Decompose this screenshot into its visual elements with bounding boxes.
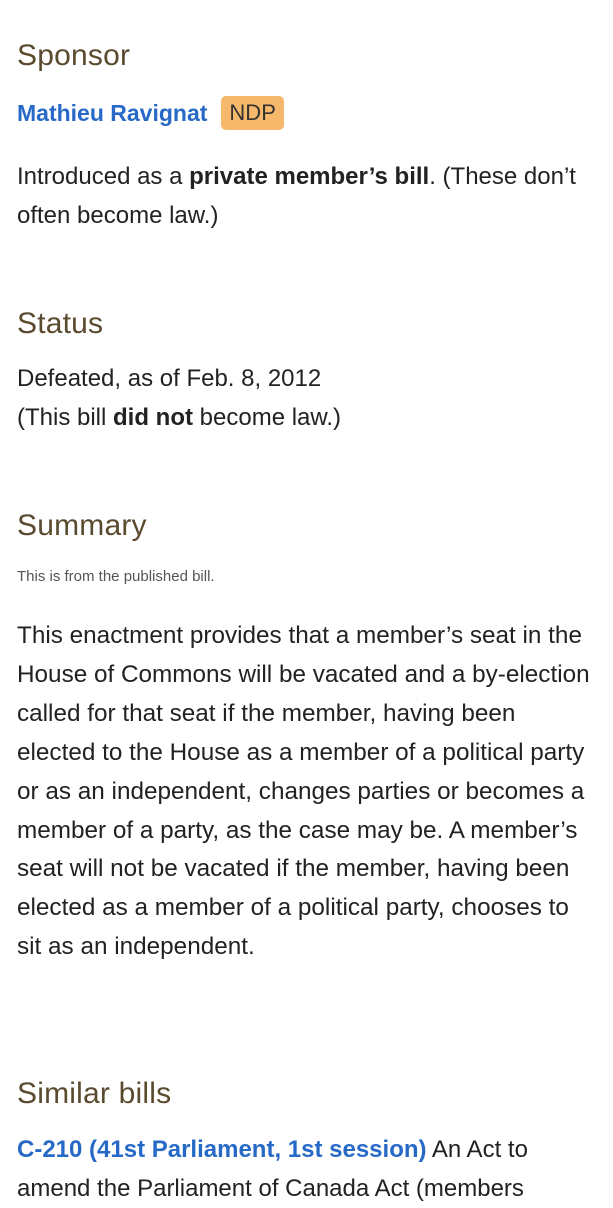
similar-bill-text: An Act to amend the Parliament of Canada Act (members: [17, 1136, 528, 1202]
similar-bill-link[interactable]: C-210 (41st Parliament, 1st session): [17, 1136, 427, 1163]
intro-bold: private member’s bill: [189, 163, 430, 190]
summary-text: This enactment provides that a member’s seat in the House of Commons will be vacated and a by-election called for that seat if the member, having been elected to the House as a member of a political party or as an independent, changes parties or becomes a member of a party, as the case may be. A member’s seat will not be vacated if the member, having been elected as a member of a political party, chooses to sit as an independent.: [17, 622, 590, 961]
summary-heading: Summary: [17, 509, 147, 542]
status-line1: Defeated, as of Feb. 8, 2012: [17, 365, 322, 392]
sponsor-intro: [17, 157, 592, 235]
similar-bill-item: [17, 1130, 597, 1208]
similar-bills-heading: Similar bills: [17, 1077, 172, 1110]
status-line2-bold: did not: [113, 404, 193, 431]
intro-suffix: . (These don’t often become law.): [17, 163, 576, 229]
sponsor-heading: Sponsor: [17, 39, 131, 72]
sponsor-row: [17, 95, 284, 131]
sponsor-name-link[interactable]: Mathieu Ravignat: [17, 99, 208, 126]
status-heading: Status: [17, 307, 104, 340]
party-badge: NDP: [221, 96, 283, 130]
intro-prefix: Introduced as a: [17, 163, 190, 190]
status-text: [17, 359, 592, 437]
status-line2-suffix: become law.): [192, 404, 342, 431]
summary-note: This is from the published bill.: [17, 568, 215, 585]
status-line2-prefix: (This bill: [17, 404, 114, 431]
